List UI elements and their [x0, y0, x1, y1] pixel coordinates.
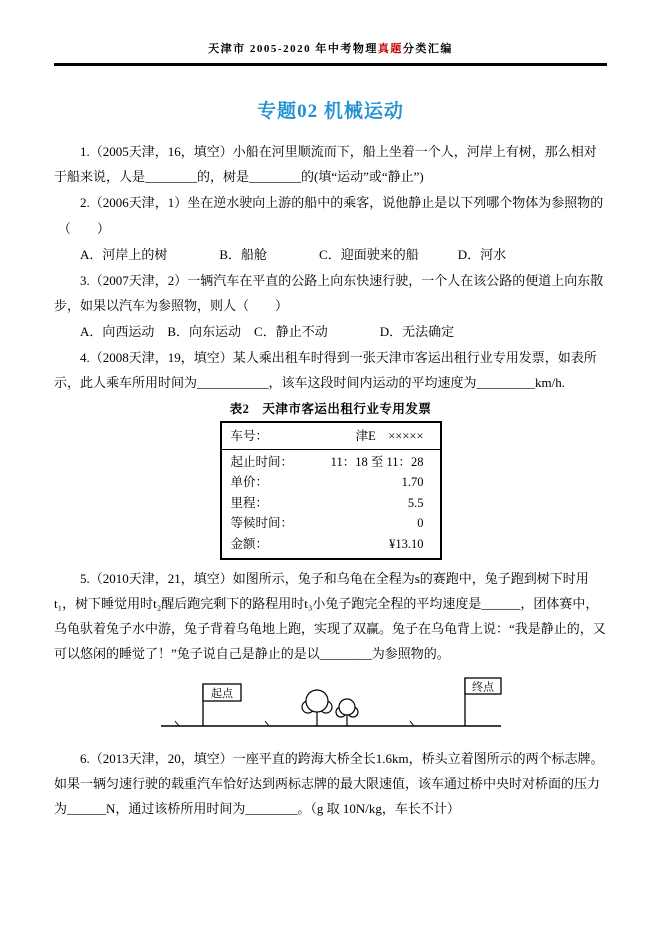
- header-title-suffix: 分类汇编: [402, 43, 453, 55]
- receipt-table-title: 表2 天津市客运出租行业专用发票: [229, 402, 432, 416]
- question-6: 6.（2013天津，20，填空）一座平直的跨海大桥全长1.6km，桥头立着图所示的两个标志牌。如果一辆匀速行驶的载重汽车恰好达到两标志牌的最大限速值，该车通过桥中央时对桥面的压力为______N，通过该桥所用时间为________。（g 取 10N/kg，车长不计）: [54, 751, 604, 816]
- question-5: 5.（2010天津，21，填空）如图所示，兔子和乌龟在全程为s的赛跑中，兔子跑到树下时用t₁，树下睡觉用时t₂醒后跑完剩下的路程用时t₃小兔子跑完全程的平均速度是______，团体赛中，乌龟驮着兔子水中游，兔子背着乌龟地上跑，实现了双赢。兔子在乌龟背上说：“我是静止的，又可以悠闲的睡觉了！”兔子说自己是静止的是以________为参照物的。: [54, 571, 606, 661]
- grass-tick-icon: [265, 721, 269, 726]
- grass-tick-icon: [175, 721, 179, 726]
- question-2-stem: 2.（2006天津，1）坐在逆水驶向上游的船中的乘客，说他静止是以下列哪个物体为参照物的: [80, 195, 604, 210]
- receipt-row-value: 5.5: [407, 495, 424, 510]
- receipt-row: [222, 493, 440, 514]
- receipt-row-label: 单价：: [230, 475, 269, 489]
- receipt-row-label: 起止时间：: [230, 454, 294, 469]
- page-title: 专题02 机械运动: [257, 101, 404, 122]
- question-1: 1.（2005天津，16，填空）小船在河里顺流而下，船上坐着一个人，河岸上有树，那么相对于船来说，人是________的，树是________的(填“运动”或“静止”): [54, 144, 597, 184]
- grass-tick-icon: [410, 721, 414, 726]
- question-2-options: A．河岸上的树 B．船舱 C．迎面驶来的船 D．河水: [80, 247, 507, 262]
- question-3-stem: 3.（2007天津，2）一辆汽车在平直的公路上向东快速行驶，一个人在该公路的便道上向东散步，如果以汽车为参照物，则人（ ）: [54, 273, 604, 313]
- receipt-row-label: 金额：: [230, 536, 269, 551]
- receipt-row-value: ¥13.10: [389, 536, 424, 551]
- document-header: [54, 40, 607, 56]
- header-rule: [54, 63, 607, 66]
- start-flag-label: 起点: [210, 688, 233, 700]
- receipt-row: [222, 426, 440, 450]
- receipt-row-label: 车号：: [230, 429, 269, 443]
- header-title-prefix: 天津市 2005-2020 年中考物理: [208, 43, 378, 55]
- receipt-row: [222, 534, 440, 555]
- question-3-options: A．向西运动 B．向东运动 C．静止不动 D．无法确定: [80, 324, 455, 339]
- receipt-row: [222, 472, 440, 493]
- receipt-row-value: 11：18 至 11：28: [330, 454, 424, 469]
- question-4: 4.（2008天津，19，填空）某人乘出租车时得到一张天津市客运出租行业专用发票，如表所示，此人乘车所用时间为___________，该车这段时间内运动的平均速度为_________km/h.: [54, 350, 597, 390]
- tree-icon: [336, 699, 358, 726]
- race-figure-svg: [159, 669, 503, 737]
- receipt-box: [220, 421, 442, 560]
- tree-icon: [302, 690, 332, 726]
- receipt-row-value: 津E ×××××: [355, 429, 424, 443]
- header-title-highlight: 真题: [377, 43, 403, 55]
- taxi-receipt-table: [220, 399, 442, 560]
- finish-flag-label: 终点: [471, 681, 494, 694]
- receipt-row-value: 0: [417, 516, 424, 530]
- question-2-answer-paren: （ ）: [57, 221, 110, 236]
- receipt-row-value: 1.70: [401, 475, 424, 489]
- receipt-row-label: 里程：: [230, 495, 269, 510]
- receipt-row: [222, 513, 440, 534]
- race-figure: [54, 669, 607, 742]
- receipt-row: [222, 452, 440, 473]
- receipt-row-label: 等候时间：: [230, 516, 294, 530]
